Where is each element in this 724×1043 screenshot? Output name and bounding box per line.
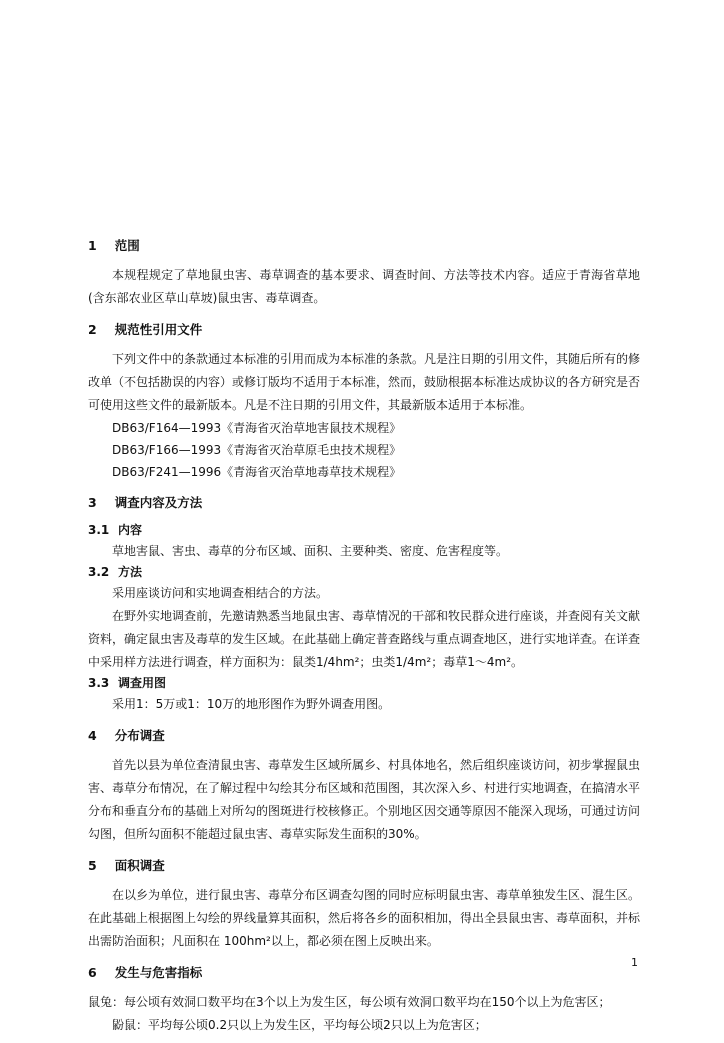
subsection-heading xyxy=(88,563,640,582)
paragraph: 在野外实地调查前，先邀请熟悉当地鼠虫害、毒草情况的干部和牧民群众进行座谈，并查阅有关文献资料，确定鼠虫害及毒草的发生区域。在此基础上确定普查路线与重点调查地区，进行实地详查。在详查中采用样方法进行调查，样方面积为：鼠类1/4hm²；虫类1/4m²；毒草1～4m²。 xyxy=(88,609,641,669)
section-number: 6 xyxy=(88,965,97,980)
section-heading xyxy=(88,856,640,876)
reference-item: DB63/F241—1996《青海省灭治草地毒草技术规程》 xyxy=(112,465,402,479)
section-survey-content-methods xyxy=(88,493,640,716)
paragraph: 鼢鼠：平均每公顷0.2只以上为发生区，平均每公顷2只以上为危害区； xyxy=(112,1018,487,1032)
section-title: 分布调查 xyxy=(114,728,165,743)
section-number: 4 xyxy=(88,728,97,743)
subsection-title: 方法 xyxy=(118,565,143,579)
section-heading xyxy=(88,493,640,513)
section-distribution-survey xyxy=(88,726,640,846)
subsection-heading xyxy=(88,521,640,540)
section-heading xyxy=(88,726,640,746)
section-number: 5 xyxy=(88,858,97,873)
reference-item: DB63/F164—1993《青海省灭治草地害鼠技术规程》 xyxy=(112,421,402,435)
section-area-survey xyxy=(88,856,640,953)
subsection-number: 3.2 xyxy=(88,565,110,579)
subsection-title: 调查用图 xyxy=(118,676,167,690)
page-number: 1 xyxy=(631,956,638,969)
paragraph: 采用座谈访问和实地调查相结合的方法。 xyxy=(112,586,329,600)
subsection-title: 内容 xyxy=(118,523,143,537)
document-body xyxy=(88,236,640,1043)
section-title: 范围 xyxy=(114,238,140,253)
paragraph: 本规程规定了草地鼠虫害、毒草调查的基本要求、调查时间、方法等技术内容。适应于青海省草地(含东部农业区草山草坡)鼠虫害、毒草调查。 xyxy=(88,268,640,305)
section-number: 2 xyxy=(88,322,97,337)
section-title: 面积调查 xyxy=(114,858,165,873)
section-heading xyxy=(88,963,640,983)
section-title: 调查内容及方法 xyxy=(114,495,203,510)
paragraph: 采用1：5万或1：10万的地形图作为野外调查用图。 xyxy=(112,697,391,711)
section-number: 3 xyxy=(88,495,97,510)
paragraph: 下列文件中的条款通过本标准的引用而成为本标准的条款。凡是注日期的引用文件，其随后所有的修改单（不包括勘误的内容）或修订版均不适用于本标准，然而，鼓励根据本标准达成协议的各方研究是否可使用这些文件的最新版本。凡是不注日期的引用文件，其最新版本适用于本标准。 xyxy=(88,352,641,412)
subsection-number: 3.1 xyxy=(88,523,110,537)
section-title: 规范性引用文件 xyxy=(114,322,203,337)
section-heading xyxy=(88,320,640,340)
section-occurrence-damage-indicators xyxy=(88,963,640,1037)
reference-list xyxy=(88,417,640,483)
subsection-number: 3.3 xyxy=(88,676,110,690)
section-scope xyxy=(88,236,640,310)
reference-item: DB63/F166—1993《青海省灭治草原毛虫技术规程》 xyxy=(112,443,402,457)
section-normative-references xyxy=(88,320,640,483)
section-heading xyxy=(88,236,640,256)
section-title: 发生与危害指标 xyxy=(114,965,203,980)
section-number: 1 xyxy=(88,238,97,253)
subsection-heading xyxy=(88,674,640,693)
paragraph: 首先以县为单位查清鼠虫害、毒草发生区域所属乡、村具体地名，然后组织座谈访问，初步掌握鼠虫害、毒草分布情况，在了解过程中勾绘其分布区域和范围图，其次深入乡、村进行实地调查，在搞清水平分布和垂直分布的基础上对所勾的图斑进行校核修正。个别地区因交通等原因不能深入现场，可通过访问勾图，但所勾面积不能超过鼠虫害、毒草实际发生面积的30%。 xyxy=(88,758,641,841)
paragraph: 鼠兔：每公顷有效洞口数平均在3个以上为发生区，每公顷有效洞口数平均在150个以上为危害区； xyxy=(88,995,611,1009)
paragraph: 在以乡为单位，进行鼠虫害、毒草分布区调查勾图的同时应标明鼠虫害、毒草单独发生区、混生区。在此基础上根据图上勾绘的界线量算其面积，然后将各乡的面积相加，得出全县鼠虫害、毒草面积，并标出需防治面积；凡面积在 100hm²以上，都必须在图上反映出来。 xyxy=(88,888,641,948)
paragraph: 草地害鼠、害虫、毒草的分布区域、面积、主要种类、密度、危害程度等。 xyxy=(112,544,509,558)
